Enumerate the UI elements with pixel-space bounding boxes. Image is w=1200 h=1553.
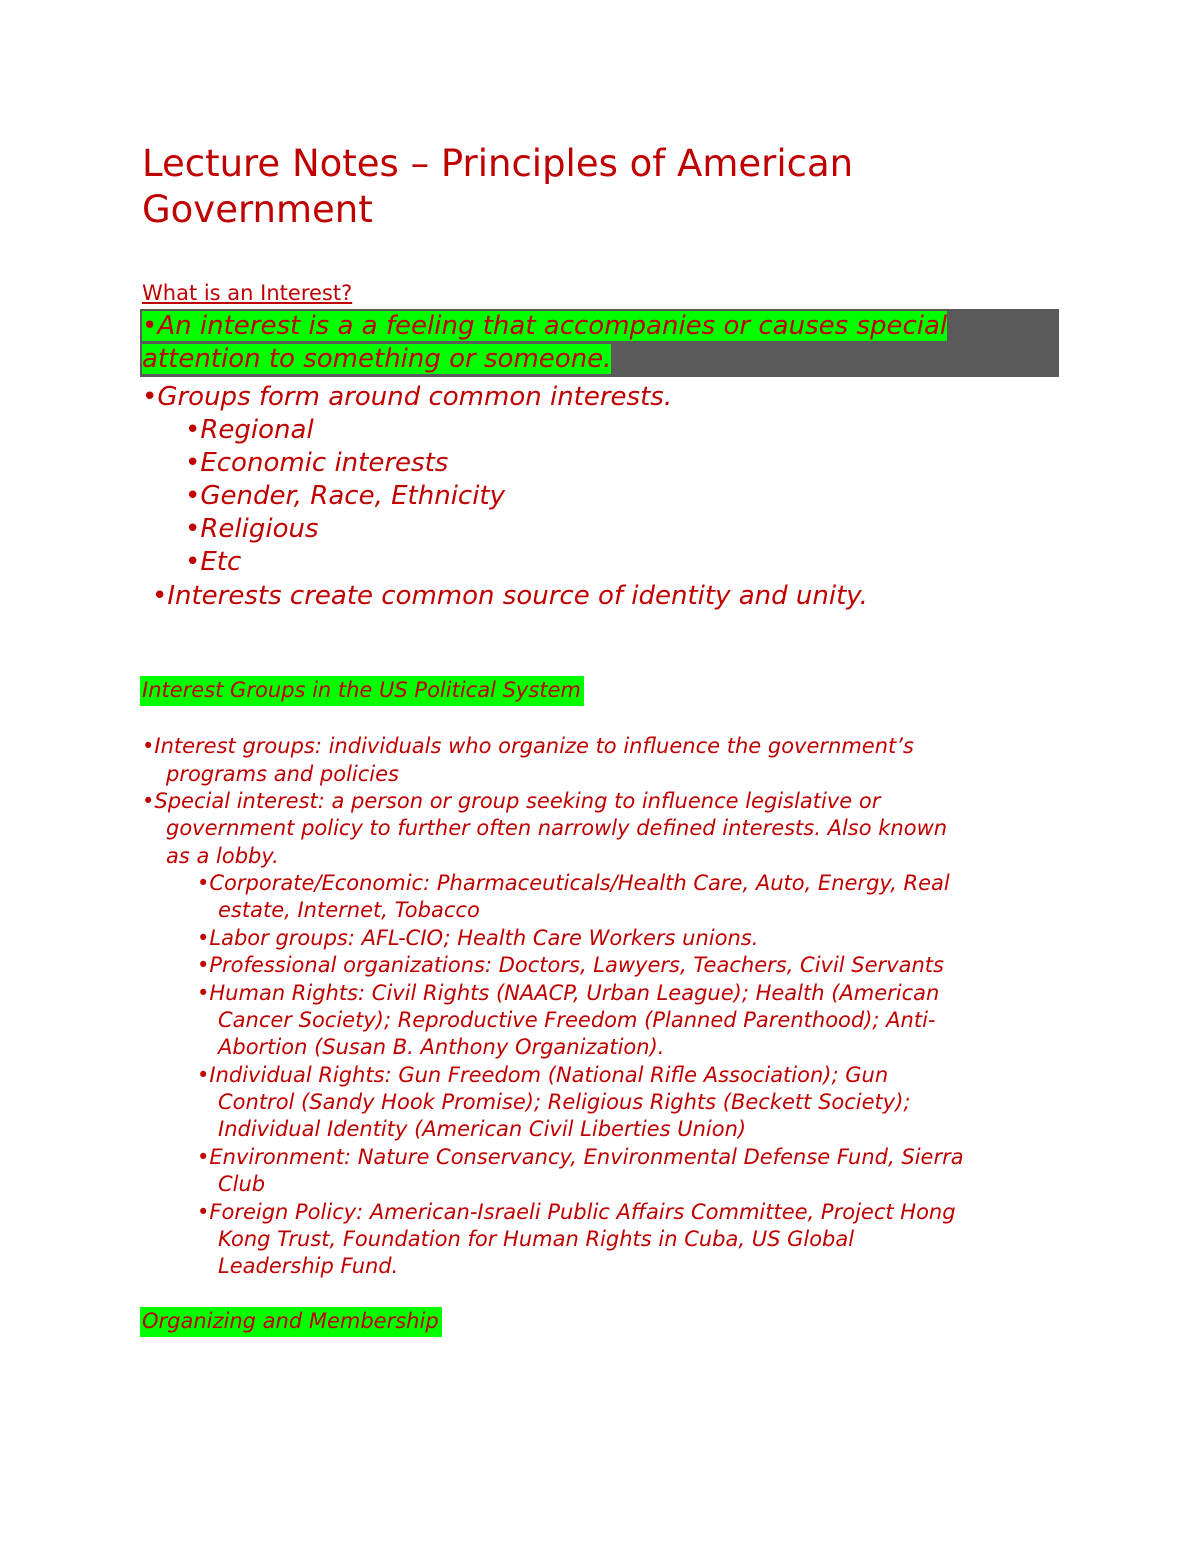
- list-item-continuation: as a lobby.: [166, 844, 279, 868]
- page-title-line-2: Government: [142, 188, 373, 231]
- section-heading-interest: What is an Interest?: [142, 281, 353, 305]
- definition-line-1: [142, 310, 947, 343]
- sub-list-item-continuation: Cancer Society); Reproductive Freedom (Planned Parenthood); Anti-: [218, 1008, 936, 1032]
- sub-item-economic: •Economic interests: [185, 448, 449, 478]
- sub-list-item: •Environment: Nature Conservancy, Environmental Defense Fund, Sierra: [197, 1145, 964, 1169]
- section-heading-interest-groups: [140, 676, 584, 704]
- definition-line-2-text: attention to something or someone.: [142, 344, 612, 374]
- groups-form-line: •Groups form around common interests.: [142, 382, 673, 412]
- sub-list-item: •Professional organizations: Doctors, Lawyers, Teachers, Civil Servants: [197, 953, 944, 977]
- sub-list-item-continuation: Individual Identity (American Civil Liberties Union): [218, 1117, 747, 1141]
- section-heading-organizing: [140, 1307, 442, 1335]
- sub-list-item-continuation: Kong Trust, Foundation for Human Rights in Cuba, US Global: [218, 1227, 855, 1251]
- sub-item-regional: •Regional: [185, 415, 314, 445]
- sub-list-item-continuation: Abortion (Susan B. Anthony Organization).: [218, 1035, 665, 1059]
- sub-list-item: •Human Rights: Civil Rights (NAACP, Urban League); Health (American: [197, 981, 940, 1005]
- list-item-continuation: programs and policies: [166, 762, 399, 786]
- page-title-line-1: Lecture Notes – Principles of American: [142, 142, 854, 185]
- identity-line: •Interests create common source of identity and unity.: [152, 581, 868, 611]
- sub-list-item-continuation: Leadership Fund.: [218, 1254, 399, 1278]
- list-item: •Interest groups: individuals who organize to influence the government’s: [142, 734, 914, 758]
- definition-line-2: [142, 343, 611, 376]
- list-item-continuation: government policy to further often narrowly defined interests. Also known: [166, 816, 948, 840]
- sub-list-item: •Individual Rights: Gun Freedom (National Rifle Association); Gun: [197, 1063, 889, 1087]
- sub-list-item: •Labor groups: AFL-CIO; Health Care Workers unions.: [197, 926, 759, 950]
- interest-groups-heading-text: Interest Groups in the US Political System: [140, 676, 584, 706]
- organizing-heading-text: Organizing and Membership: [140, 1307, 442, 1337]
- sub-item-etc: •Etc: [185, 547, 242, 577]
- sub-list-item-continuation: estate, Internet, Tobacco: [218, 898, 480, 922]
- definition-line-1-text: •An interest is a a feeling that accompanies or causes special: [142, 311, 948, 341]
- sub-item-religious: •Religious: [185, 514, 319, 544]
- sub-list-item-continuation: Club: [218, 1172, 266, 1196]
- sub-list-item: •Foreign Policy: American-Israeli Public Affairs Committee, Project Hong: [197, 1200, 956, 1224]
- sub-list-item-continuation: Control (Sandy Hook Promise); Religious Rights (Beckett Society);: [218, 1090, 911, 1114]
- sub-item-gender: •Gender, Race, Ethnicity: [185, 481, 506, 511]
- list-item: •Special interest: a person or group seeking to influence legislative or: [142, 789, 881, 813]
- sub-list-item: •Corporate/Economic: Pharmaceuticals/Health Care, Auto, Energy, Real: [197, 871, 950, 895]
